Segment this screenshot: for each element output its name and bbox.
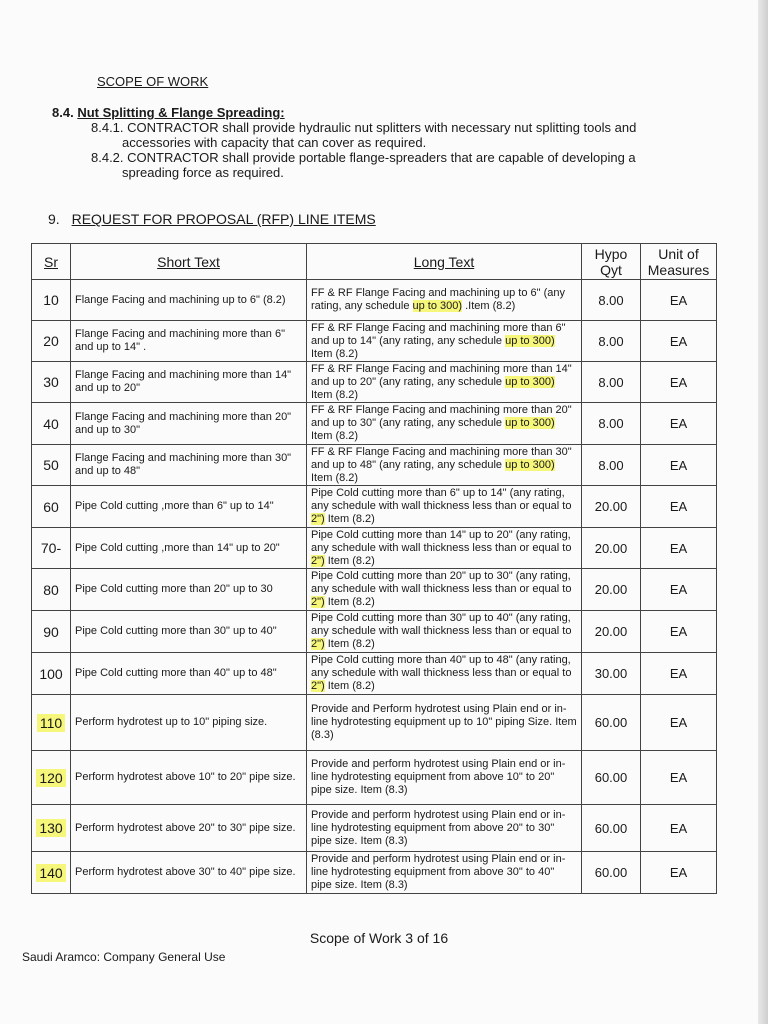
cell-sr (32, 486, 71, 528)
cell-short-text: Pipe Cold cutting more than 20" up to 30 (71, 569, 307, 611)
header-unit-of-measures: Unit of Measures (641, 244, 717, 280)
scope-heading: SCOPE OF WORK (97, 74, 209, 89)
long-text-part: Item (8.2) (311, 347, 359, 360)
sr-number: 120 (36, 769, 65, 787)
cell-sr (32, 852, 71, 894)
cell-unit: EA (641, 280, 717, 321)
section-8-4-heading (52, 105, 285, 120)
cell-short-text: Perform hydrotest up to 10" piping size. (71, 695, 307, 751)
cell-long-text (307, 280, 582, 321)
cell-long-text (307, 852, 582, 894)
table-row (32, 445, 717, 486)
highlighted-text: 2") (311, 638, 325, 650)
cell-sr (32, 321, 71, 362)
cell-sr (32, 611, 71, 653)
table-row (32, 695, 717, 751)
section-9-title: REQUEST FOR PROPOSAL (RFP) LINE ITEMS (71, 211, 376, 227)
cell-unit: EA (641, 751, 717, 805)
cell-long-text (307, 362, 582, 403)
table-row (32, 653, 717, 695)
cell-unit: EA (641, 486, 717, 528)
cell-hypo-qty: 8.00 (582, 445, 641, 486)
cell-hypo-qty: 60.00 (582, 805, 641, 852)
cell-short-text: Flange Facing and machining up to 6" (8.2) (71, 280, 307, 321)
cell-unit: EA (641, 403, 717, 445)
sr-number: 110 (37, 714, 65, 732)
cell-hypo-qty: 20.00 (582, 486, 641, 528)
table-header-row (32, 244, 717, 280)
table-row (32, 852, 717, 894)
cell-hypo-qty: 20.00 (582, 528, 641, 569)
cell-unit: EA (641, 611, 717, 653)
cell-hypo-qty: 8.00 (582, 280, 641, 321)
cell-long-text (307, 751, 582, 805)
cell-sr (32, 569, 71, 611)
long-text-part: Pipe Cold cutting more than 20" up to 30" (any rating, any schedule with wall thickness less than or equal to (311, 570, 572, 595)
long-text-part: Provide and perform hydrotest using Plain end or in-line hydrotesting equipment from above 10" to 20" pipe size. Item (8.3) (311, 758, 566, 796)
cell-long-text (307, 528, 582, 569)
table-row (32, 569, 717, 611)
sr-number: 10 (43, 292, 59, 308)
long-text-part: Provide and perform hydrotest using Plain end or in-line hydrotesting equipment from above 20" to 30" pipe size. Item (8.3) (311, 808, 566, 847)
long-text-part: Item (8.2) (311, 471, 359, 484)
long-text-part: FF & RF Flange Facing and machining up to 6" (any rating, any schedule (311, 287, 565, 312)
sr-number: 70- (40, 540, 62, 556)
cell-long-text (307, 321, 582, 362)
clause-text-line1: CONTRACTOR shall provide hydraulic nut splitters with necessary nut splitting tools and (127, 120, 637, 135)
cell-unit: EA (641, 852, 717, 894)
clause-text-line2: spreading force as required. (122, 165, 284, 180)
clause-text-line2: accessories with capacity that can cover as required. (122, 135, 427, 150)
clause-8-4-2 (91, 150, 701, 180)
sr-number: 140 (36, 864, 65, 882)
long-text-part: Item (8.2) (324, 638, 375, 650)
cell-sr (32, 751, 71, 805)
cell-hypo-qty: 30.00 (582, 653, 641, 695)
long-text-part: .Item (8.2) (462, 300, 516, 312)
cell-long-text (307, 805, 582, 852)
table-row (32, 528, 717, 569)
long-text-part: FF & RF Flange Facing and machining more than 6" and up to 14" (any rating, any schedule (311, 321, 566, 347)
sr-number: 130 (36, 819, 65, 837)
cell-sr (32, 805, 71, 852)
cell-long-text (307, 403, 582, 445)
cell-long-text (307, 445, 582, 486)
section-9-heading (48, 211, 376, 227)
cell-short-text: Pipe Cold cutting more than 40" up to 48" (71, 653, 307, 695)
cell-hypo-qty: 60.00 (582, 751, 641, 805)
cell-short-text: Flange Facing and machining more than 14" and up to 20" (71, 362, 307, 403)
long-text-part: Provide and Perform hydrotest using Plain end or in-line hydrotesting equipment up to 10" piping Size. Item (8.3) (311, 703, 577, 741)
cell-unit: EA (641, 805, 717, 852)
long-text-part: FF & RF Flange Facing and machining more than 20" and up to 30" (any rating, any schedule (311, 404, 572, 429)
long-text-part: Provide and perform hydrotest using Plain end or in-line hydrotesting equipment from above 30" to 40" pipe size. Item (8.3) (311, 853, 566, 891)
cell-sr (32, 445, 71, 486)
long-text-part: Pipe Cold cutting more than 30" up to 40" (any rating, any schedule with wall thickness less than or equal to (311, 612, 572, 637)
highlighted-text: up to 300) (505, 458, 555, 471)
cell-hypo-qty: 20.00 (582, 569, 641, 611)
cell-hypo-qty: 20.00 (582, 611, 641, 653)
cell-short-text: Perform hydrotest above 30" to 40" pipe size. (71, 852, 307, 894)
cell-short-text: Flange Facing and machining more than 20" and up to 30" (71, 403, 307, 445)
header-hypo-qty: Hypo Qyt (582, 244, 641, 280)
long-text-part: FF & RF Flange Facing and machining more than 30" and up to 48" (any rating, any schedule (311, 445, 572, 471)
cell-short-text: Pipe Cold cutting ,more than 6" up to 14" (71, 486, 307, 528)
cell-long-text (307, 695, 582, 751)
section-8-4-number: 8.4. (52, 105, 74, 120)
sr-number: 60 (43, 498, 59, 515)
long-text-part: Item (8.2) (324, 680, 375, 692)
section-9-number: 9. (48, 211, 60, 227)
cell-short-text: Pipe Cold cutting ,more than 14" up to 20" (71, 528, 307, 569)
cell-unit: EA (641, 445, 717, 486)
cell-unit: EA (641, 528, 717, 569)
cell-long-text (307, 611, 582, 653)
cell-long-text (307, 569, 582, 611)
clause-number: 8.4.2. (91, 150, 124, 165)
long-text-part: FF & RF Flange Facing and machining more than 14" and up to 20" (any rating, any schedule (311, 362, 572, 388)
sr-number: 30 (43, 374, 59, 390)
page-number: Scope of Work 3 of 16 (309, 930, 449, 946)
long-text-part: Item (8.2) (324, 596, 375, 608)
rfp-line-items-table (31, 243, 717, 894)
cell-sr (32, 362, 71, 403)
cell-short-text: Flange Facing and machining more than 30" and up to 48" (71, 445, 307, 486)
long-text-part: Pipe Cold cutting more than 6" up to 14" (any rating, any schedule with wall thickness less than or equal to (311, 487, 572, 512)
cell-short-text: Pipe Cold cutting more than 30" up to 40" (71, 611, 307, 653)
highlighted-text: up to 300) (505, 375, 555, 388)
cell-unit: EA (641, 569, 717, 611)
cell-long-text (307, 486, 582, 528)
long-text-part: Item (8.2) (311, 430, 359, 442)
highlighted-text: 2") (311, 554, 325, 567)
header-long-text: Long Text (307, 244, 582, 280)
highlighted-text: 2") (311, 680, 325, 692)
cell-hypo-qty: 60.00 (582, 852, 641, 894)
cell-sr (32, 695, 71, 751)
long-text-part: Item (8.2) (324, 513, 375, 525)
long-text-part: Pipe Cold cutting more than 14" up to 20" (any rating, any schedule with wall thickness less than or equal to (311, 528, 572, 554)
table-row (32, 805, 717, 852)
header-short-text: Short Text (71, 244, 307, 280)
table-row (32, 751, 717, 805)
table-row (32, 280, 717, 321)
sr-number: 80 (43, 581, 59, 598)
cell-sr (32, 403, 71, 445)
cell-sr (32, 280, 71, 321)
cell-hypo-qty: 8.00 (582, 403, 641, 445)
highlighted-text: 2") (311, 596, 325, 608)
table-row (32, 321, 717, 362)
cell-unit: EA (641, 695, 717, 751)
long-text-part: Item (8.2) (324, 554, 375, 567)
sr-number: 50 (43, 457, 59, 473)
table-row (32, 403, 717, 445)
sr-number: 20 (43, 333, 59, 349)
section-8-4-title: Nut Splitting & Flange Spreading: (77, 105, 285, 120)
cell-hypo-qty: 8.00 (582, 362, 641, 403)
cell-unit: EA (641, 653, 717, 695)
table-row (32, 486, 717, 528)
cell-long-text (307, 653, 582, 695)
header-sr: Sr (32, 244, 71, 280)
highlighted-text: up to 300) (505, 334, 555, 347)
table-row (32, 611, 717, 653)
long-text-part: Pipe Cold cutting more than 40" up to 48" (any rating, any schedule with wall thickness less than or equal to (311, 654, 572, 679)
table-row (32, 362, 717, 403)
cell-sr (32, 653, 71, 695)
clause-text-line1: CONTRACTOR shall provide portable flange-spreaders that are capable of developing a (127, 150, 636, 165)
sr-number: 90 (43, 623, 59, 640)
page-edge-shadow (758, 0, 768, 1024)
cell-unit: EA (641, 321, 717, 362)
long-text-part: Item (8.2) (311, 388, 359, 401)
cell-hypo-qty: 8.00 (582, 321, 641, 362)
sr-number: 100 (39, 665, 63, 682)
classification-label: Saudi Aramco: Company General Use (22, 950, 226, 964)
sr-number: 40 (43, 415, 59, 432)
cell-short-text: Perform hydrotest above 20" to 30" pipe size. (71, 805, 307, 852)
highlighted-text: up to 300) (505, 417, 555, 429)
highlighted-text: up to 300) (412, 300, 463, 312)
cell-unit: EA (641, 362, 717, 403)
highlighted-text: 2") (311, 513, 325, 525)
cell-sr (32, 528, 71, 569)
cell-hypo-qty: 60.00 (582, 695, 641, 751)
cell-short-text: Perform hydrotest above 10" to 20" pipe size. (71, 751, 307, 805)
cell-short-text: Flange Facing and machining more than 6" and up to 14" . (71, 321, 307, 362)
clause-number: 8.4.1. (91, 120, 124, 135)
clause-8-4-1 (91, 120, 701, 150)
